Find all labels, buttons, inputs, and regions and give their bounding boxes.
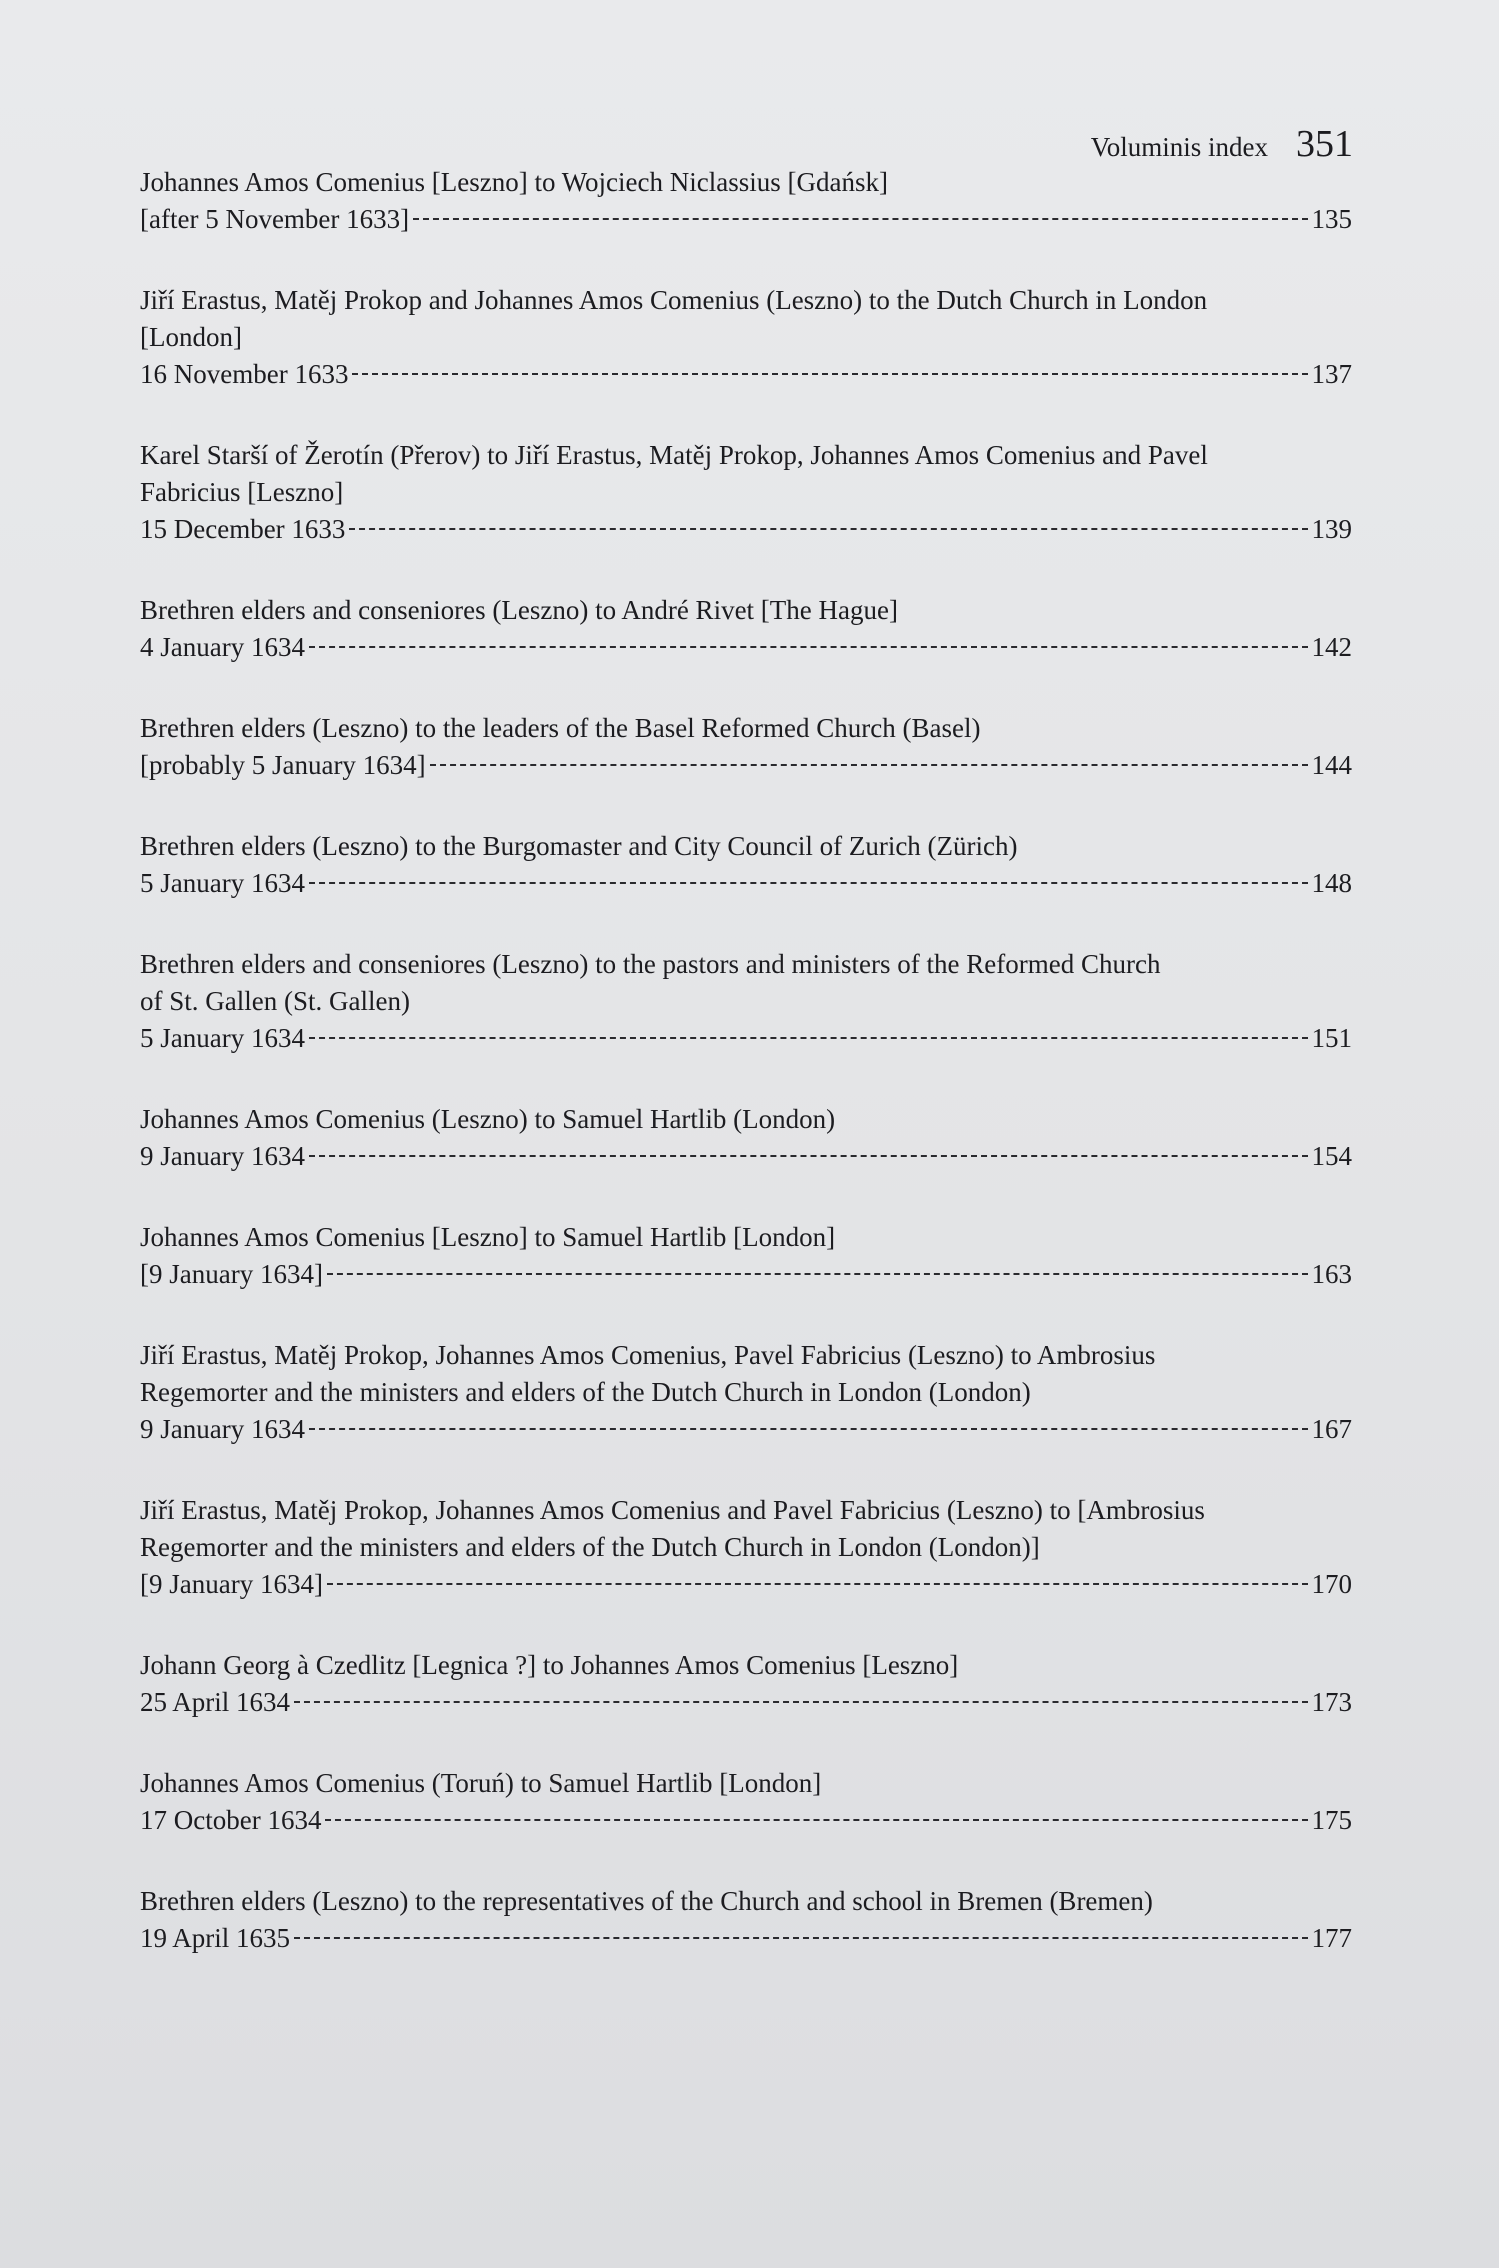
dash-leader: [294, 1701, 1307, 1703]
dash-leader: [325, 1819, 1307, 1821]
entry-title-line: Brethren elders (Leszno) to the Burgomaster and City Council of Zurich (Zürich): [140, 831, 1018, 861]
dash-leader: [294, 1937, 1307, 1939]
dash-leader: [309, 1428, 1308, 1430]
entry-date-line: [140, 1566, 1352, 1603]
entry-date-line: [140, 629, 1352, 666]
entry-page-number: 148: [1311, 868, 1352, 898]
entry-title-line: Regemorter and the ministers and elders of the Dutch Church in London (London): [140, 1377, 1031, 1407]
entry-page-number: 144: [1311, 750, 1352, 780]
dash-leader: [349, 528, 1307, 530]
index-entry: [140, 1219, 1352, 1293]
entry-date: [9 January 1634]: [140, 1259, 323, 1289]
entry-date: [after 5 November 1633]: [140, 204, 410, 234]
running-head-title: Voluminis index: [1090, 132, 1268, 162]
entry-date-line: [140, 356, 1352, 393]
index-entry: [140, 1101, 1352, 1175]
entry-date-line: [140, 1256, 1352, 1293]
index-entry: [140, 437, 1352, 548]
entry-title-line: Johann Georg à Czedlitz [Legnica ?] to Johannes Amos Comenius [Leszno]: [140, 1650, 959, 1680]
entry-date: 15 December 1633: [140, 514, 346, 544]
index-entry: [140, 282, 1352, 393]
dash-leader: [309, 1155, 1308, 1157]
index-entry: [140, 1647, 1352, 1721]
entry-title-line: Brethren elders (Leszno) to the leaders of the Basel Reformed Church (Basel): [140, 713, 981, 743]
entry-title-line: Johannes Amos Comenius (Leszno) to Samuel Hartlib (London): [140, 1104, 836, 1134]
entry-page-number: 167: [1311, 1414, 1352, 1444]
dash-leader: [327, 1583, 1308, 1585]
entry-page-number: 177: [1311, 1923, 1352, 1953]
entry-date: 5 January 1634: [140, 868, 305, 898]
dash-leader: [430, 764, 1308, 766]
entry-page-number: 173: [1311, 1687, 1352, 1717]
entry-title-line: Johannes Amos Comenius (Toruń) to Samuel Hartlib [London]: [140, 1768, 822, 1798]
running-head: [1091, 122, 1353, 166]
entry-date: 4 January 1634: [140, 632, 305, 662]
dash-leader: [413, 218, 1307, 220]
entry-title-line: Brethren elders and conseniores (Leszno) to the pastors and ministers of the Reformed Church: [140, 949, 1161, 979]
entry-date: 9 January 1634: [140, 1141, 305, 1171]
dash-leader: [352, 373, 1307, 375]
entry-page-number: 175: [1311, 1805, 1352, 1835]
entry-date-line: [140, 1138, 1352, 1175]
entry-date: [probably 5 January 1634]: [140, 750, 426, 780]
entry-date-line: [140, 1411, 1352, 1448]
index-entry: [140, 710, 1352, 784]
index-entry: [140, 164, 1352, 238]
entry-title-line: of St. Gallen (St. Gallen): [140, 986, 410, 1016]
entry-date: [9 January 1634]: [140, 1569, 323, 1599]
entry-date-line: [140, 201, 1352, 238]
entry-title-line: Brethren elders (Leszno) to the representatives of the Church and school in Bremen (Bremen): [140, 1886, 1153, 1916]
entry-date-line: [140, 511, 1352, 548]
index-entry: [140, 1765, 1352, 1839]
entry-page-number: 142: [1311, 632, 1352, 662]
index-entry: [140, 1337, 1352, 1448]
dash-leader: [327, 1273, 1308, 1275]
entry-date-line: [140, 1684, 1352, 1721]
entry-page-number: 151: [1311, 1023, 1352, 1053]
entry-date-line: [140, 1802, 1352, 1839]
index-entry: [140, 592, 1352, 666]
index-entry: [140, 946, 1352, 1057]
entry-page-number: 170: [1311, 1569, 1352, 1599]
entry-title-line: Karel Starší of Žerotín (Přerov) to Jiří Erastus, Matěj Prokop, Johannes Amos Comenius and Pavel: [140, 440, 1208, 470]
dash-leader: [309, 646, 1308, 648]
entry-date-line: [140, 747, 1352, 784]
entry-title-line: Regemorter and the ministers and elders of the Dutch Church in London (London)]: [140, 1532, 1040, 1562]
entry-date-line: [140, 1920, 1352, 1957]
entry-date: 25 April 1634: [140, 1687, 291, 1717]
entry-date-line: [140, 865, 1352, 902]
entry-title-line: Fabricius [Leszno]: [140, 477, 344, 507]
entry-page-number: 163: [1311, 1259, 1352, 1289]
entry-title-line: Jiří Erastus, Matěj Prokop and Johannes Amos Comenius (Leszno) to the Dutch Church in London: [140, 285, 1208, 315]
index-entry: [140, 1883, 1352, 1957]
index-entry: [140, 828, 1352, 902]
entry-title-line: Brethren elders and conseniores (Leszno) to André Rivet [The Hague]: [140, 595, 898, 625]
index-entry: [140, 1492, 1352, 1603]
entry-date: 16 November 1633: [140, 359, 349, 389]
index-entry-list: [140, 164, 1352, 2001]
entry-page-number: 139: [1311, 514, 1352, 544]
entry-date: 9 January 1634: [140, 1414, 305, 1444]
entry-title-line: Jiří Erastus, Matěj Prokop, Johannes Amos Comenius, Pavel Fabricius (Leszno) to Ambrosius: [140, 1340, 1156, 1370]
dash-leader: [309, 882, 1308, 884]
entry-date-line: [140, 1020, 1352, 1057]
entry-page-number: 137: [1311, 359, 1352, 389]
entry-page-number: 154: [1311, 1141, 1352, 1171]
entry-date: 5 January 1634: [140, 1023, 305, 1053]
page-number: 351: [1296, 123, 1353, 165]
entry-date: 19 April 1635: [140, 1923, 291, 1953]
entry-date: 17 October 1634: [140, 1805, 322, 1835]
entry-page-number: 135: [1311, 204, 1352, 234]
entry-title-line: [London]: [140, 322, 242, 352]
entry-title-line: Johannes Amos Comenius [Leszno] to Samuel Hartlib [London]: [140, 1222, 836, 1252]
entry-title-line: Johannes Amos Comenius [Leszno] to Wojciech Niclassius [Gdańsk]: [140, 167, 888, 197]
dash-leader: [309, 1037, 1308, 1039]
entry-title-line: Jiří Erastus, Matěj Prokop, Johannes Amos Comenius and Pavel Fabricius (Leszno) to [Ambrosius: [140, 1495, 1205, 1525]
